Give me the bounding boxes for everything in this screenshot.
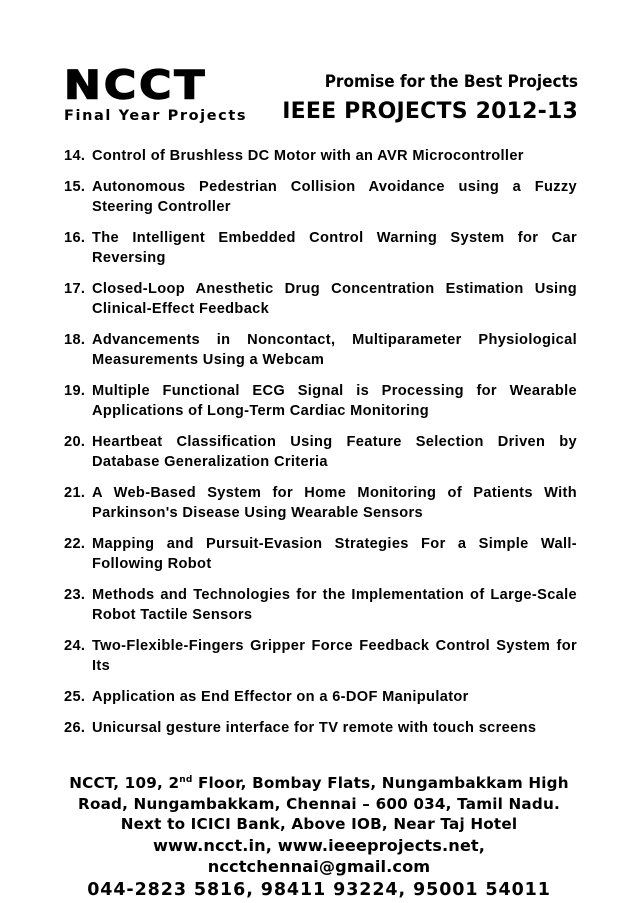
banner-title: IEEE PROJECTS 2012-13 — [282, 99, 578, 124]
address-start: NCCT, 109, 2 — [69, 774, 180, 792]
project-number: 18. — [64, 332, 86, 348]
project-number: 25. — [64, 689, 86, 705]
project-title: Methods and Technologies for the Implementation of Large-Scale Robot Tactile Sensors — [92, 587, 577, 623]
project-title: Autonomous Pedestrian Collision Avoidance using a Fuzzy Steering Controller — [92, 179, 577, 215]
project-list — [64, 146, 577, 749]
project-item — [64, 279, 577, 319]
project-title: Mapping and Pursuit-Evasion Strategies For a Simple Wall-Following Robot — [92, 536, 577, 572]
project-item — [64, 585, 577, 625]
project-title: Control of Brushless DC Motor with an AVR Microcontroller — [92, 148, 524, 164]
project-item — [64, 718, 577, 738]
project-title: A Web-Based System for Home Monitoring of Patients With Parkinson's Disease Using Wearable Sensors — [92, 485, 577, 521]
project-item — [64, 432, 577, 472]
project-number: 23. — [64, 587, 86, 603]
project-item — [64, 177, 577, 217]
project-title: Multiple Functional ECG Signal is Processing for Wearable Applications of Long-Term Cardiac Monitoring — [92, 383, 577, 419]
project-number: 26. — [64, 720, 86, 736]
footer — [56, 773, 582, 903]
project-item — [64, 687, 577, 707]
project-number: 21. — [64, 485, 86, 501]
project-item — [64, 483, 577, 523]
footer-phone: 044-2823 5816, 98411 93224, 95001 54011 — [87, 879, 551, 900]
project-number: 24. — [64, 638, 86, 654]
tagline: Promise for the Best Projects — [324, 72, 578, 92]
project-title: Application as End Effector on a 6-DOF Manipulator — [92, 689, 469, 705]
logo-title: NCCT — [64, 62, 208, 109]
footer-address — [56, 773, 582, 835]
address-ordinal: nd — [179, 774, 193, 785]
project-number: 16. — [64, 230, 86, 246]
ncct-logo — [64, 62, 294, 124]
project-item — [64, 228, 577, 268]
project-title: Closed-Loop Anesthetic Drug Concentration Estimation Using Clinical-Effect Feedback — [92, 281, 577, 317]
project-number: 19. — [64, 383, 86, 399]
project-title: The Intelligent Embedded Control Warning System for Car Reversing — [92, 230, 577, 266]
project-item — [64, 636, 577, 676]
project-item — [64, 330, 577, 370]
project-title: Heartbeat Classification Using Feature Selection Driven by Database Generalization Criteria — [92, 434, 577, 470]
project-title: Advancements in Noncontact, Multiparameter Physiological Measurements Using a Webcam — [92, 332, 577, 368]
project-number: 20. — [64, 434, 86, 450]
project-number: 22. — [64, 536, 86, 552]
project-number: 15. — [64, 179, 86, 195]
logo-subtitle: Final Year Projects — [64, 108, 248, 124]
project-item — [64, 534, 577, 574]
project-number: 14. — [64, 148, 86, 164]
project-title: Two-Flexible-Fingers Gripper Force Feedback Control System for Its — [92, 638, 577, 674]
project-number: 17. — [64, 281, 86, 297]
footer-contact-web: www.ncct.in, www.ieeeprojects.net, ncctchennai@gmail.com — [152, 835, 486, 876]
address-rest: Floor, Bombay Flats, Nungambakkam High Road, Nungambakkam, Chennai – 600 034, Tamil Nadu. Next to ICICI Bank, Above IOB, Near Taj Hotel — [78, 774, 569, 833]
project-item — [64, 146, 577, 166]
project-item — [64, 381, 577, 421]
project-title: Unicursal gesture interface for TV remote with touch screens — [92, 720, 537, 736]
